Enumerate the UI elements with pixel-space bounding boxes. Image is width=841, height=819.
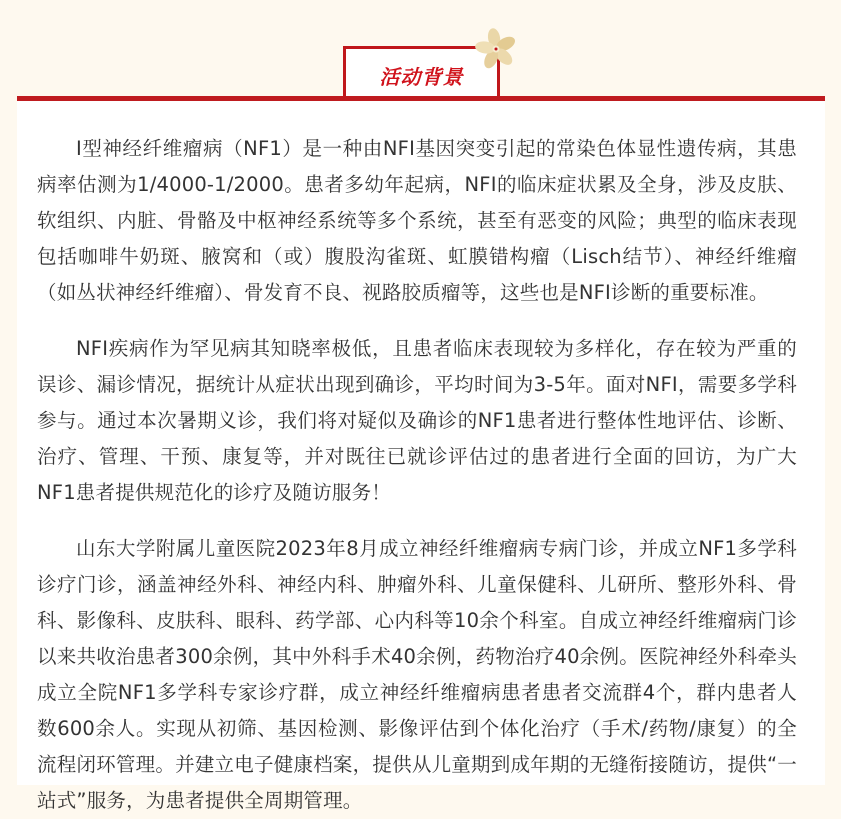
- content-panel: [17, 101, 825, 812]
- section-header: [0, 0, 841, 101]
- paragraph-nf1-intro: Ⅰ型神经纤维瘤病（NF1）是一种由NFI基因突变引起的常染色体显性遗传病，其患病率估测为1/4000-1/2000。患者多幼年起病，NFI的临床症状累及全身，涉及皮肤、软组织、内脏、骨骼及中枢神经系统等多个系统，甚至有恶变的风险；典型的临床表现包括咖啡牛奶斑、腋窝和（或）腹股沟雀斑、虹膜错构瘤（Lisch结节）、神经纤维瘤（如丛状神经纤维瘤）、骨发育不良、视路胶质瘤等，这些也是NFI诊断的重要标准。: [37, 137, 797, 304]
- section-title: 活动背景: [379, 67, 464, 89]
- paragraph-hospital-clinic: 山东大学附属儿童医院2023年8月成立神经纤维瘤病专病门诊，并成立NF1多学科诊疗门诊，涵盖神经外科、神经内科、肿瘤外科、儿童保健科、儿研所、整形外科、骨科、影像科、皮肤科、眼科、药学部、心内科等10余个科室。自成立神经纤维瘤病门诊以来共收治患者300余例，其中外科手术40余例，药物治疗40余例。医院神经外科牵头成立全院NF1多学科专家诊疗群，成立神经纤维瘤病患者患者交流群4个，群内患者人数600余人。实现从初筛、基因检测、影像评估到个体化治疗（手术/药物/康复）的全流程闭环管理。并建立电子健康档案，提供从儿童期到成年期的无缝衔接随访，提供“一站式”服务，为患者提供全周期管理。: [37, 537, 797, 812]
- flower-icon: [474, 27, 518, 71]
- paragraph-nf1-diagnosis: NFI疾病作为罕见病其知晓率极低，且患者临床表现较为多样化，存在较为严重的误诊、漏诊情况，据统计从症状出现到确诊，平均时间为3-5年。面对NFI，需要多学科参与。通过本次暑期义诊，我们将对疑似及确诊的NF1患者进行整体性地评估、诊断、治疗、管理、干预、康复等，并对既往已就诊评估过的患者进行全面的回访，为广大NF1患者提供规范化的诊疗及随访服务！: [37, 337, 797, 504]
